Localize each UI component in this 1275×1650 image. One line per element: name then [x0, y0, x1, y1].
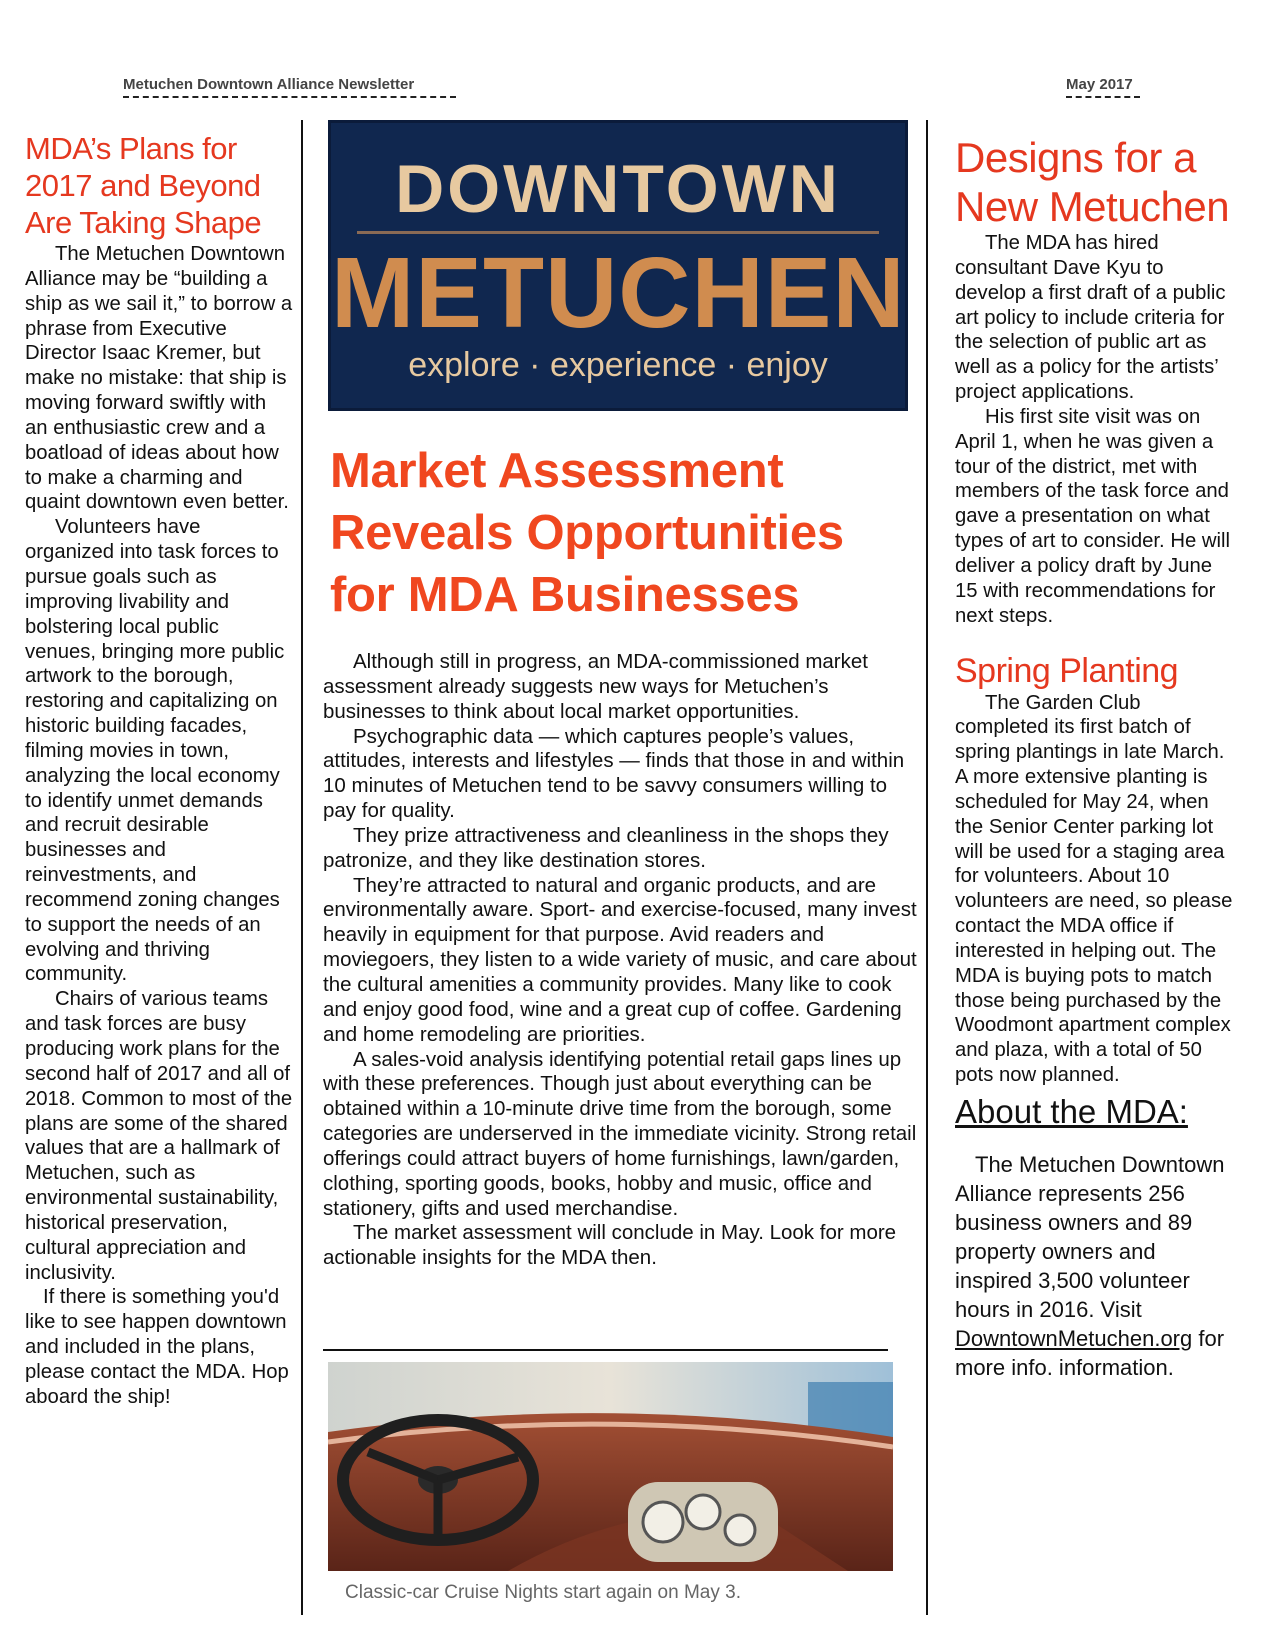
- logo-line-downtown: DOWNTOWN: [395, 151, 841, 227]
- logo-line-metuchen: METUCHEN: [331, 237, 906, 349]
- market-paragraph: They’re attracted to natural and organic products, and are environmentally aware. Sport- and exercise-focused, many invest heavily in equipment for that purpose. Avid readers and moviegoers, they listen to a wide variety of music, and care about the cultural amenities a community provides. Many like to cook and enjoy good food, wine and a great cup of coffee. Gardening and home remodeling are priorities.: [323, 873, 917, 1046]
- right-column: [955, 133, 1235, 1382]
- column-rule-left: [301, 120, 303, 1615]
- plans-paragraph: Volunteers have organized into task forces to pursue goals such as improving livability and bolstering local public venues, bringing more public artwork to the borough, restoring and capitalizing on historic building facades, filming movies in town, analyzing the local economy to identify unmet demands and recruit desirable businesses and reinvestments, and recommend zoning changes to support the needs of an evolving and thriving community.: [25, 516, 285, 986]
- plans-paragraph: If there is something you'd like to see happen downtown and included in the plans, please contact the MDA. Hop aboard the ship!: [25, 1286, 289, 1408]
- market-paragraph: Psychographic data — which captures people’s values, attitudes, interests and lifestyles — finds that those in and within 10 minutes of Metuchen tend to be savvy consumers willing to pay for quality.: [323, 724, 905, 823]
- spring-planting-paragraph: The Garden Club completed its first batch of spring plantings in late March. A more extensive planting is scheduled for May 24, when the Senior Center parking lot will be used for a staging area for volunteers. About 10 volunteers are need, so please contact the MDA office if interested in helping out. The MDA is buying pots to match those being purchased by the Woodmont apartment complex and plaza, with a total of 50 pots now planned.: [955, 691, 1233, 1087]
- column-rule-right: [926, 120, 928, 1615]
- designs-paragraph: His first site visit was on April 1, when he was given a tour of the district, met with members of the task force and gave a presentation on what types of art to consider. He will deliver a policy draft by June 15 with recommendations for next steps.: [955, 405, 1231, 627]
- market-paragraph: The market assessment will conclude in May. Look for more actionable insights for the MDA then.: [323, 1221, 897, 1270]
- market-paragraph: A sales-void analysis identifying potential retail gaps lines up with these preferences. Though just about everything can be obtained within a 10-minute drive time from the borough, some categories are underserved in the immediate vicinity. Strong retail offerings could attract buyers of home furnishings, lawn/garden, clothing, sporting goods, books, hobby and music, office and stationery, gifts and used merchandise.: [323, 1047, 917, 1220]
- photo-caption: Classic-car Cruise Nights start again on May 3.: [345, 1582, 741, 1603]
- left-column: [25, 130, 293, 1410]
- downtown-metuchen-logo: [328, 120, 908, 411]
- header-divider-right: [1066, 96, 1140, 98]
- newsletter-name: Metuchen Downtown Alliance Newsletter: [123, 76, 415, 93]
- about-mda-text: [955, 1150, 1235, 1382]
- about-mda-headline: About the MDA:: [955, 1093, 1188, 1130]
- about-mda-body: The Metuchen Downtown Alliance represents 256 business owners and 89 property owners and inspired 3,500 volunteer hours in 2016. Visit: [955, 1152, 1225, 1322]
- about-mda-closing: for more info. information.: [955, 1326, 1225, 1380]
- classic-car-photo: [328, 1362, 893, 1571]
- market-paragraph: They prize attractiveness and cleanliness in the shops they patronize, and they like destination stores.: [323, 823, 889, 872]
- logo-tagline: explore · experience · enjoy: [408, 346, 828, 384]
- newsletter-date: May 2017: [1066, 76, 1133, 93]
- downtown-metuchen-link[interactable]: DowntownMetuchen.org: [955, 1326, 1193, 1351]
- center-divider: [323, 1349, 888, 1351]
- plans-paragraph: Chairs of various teams and task forces are busy producing work plans for the second half of 2017 and all of 2018. Common to most of the plans are some of the shared values that are a hallmark of Metuchen, such as environmental sustainability, historical preservation, cultural appreciation and inclusivity.: [25, 988, 293, 1284]
- spring-planting-headline: Spring Planting: [955, 651, 1179, 690]
- designs-paragraph: The MDA has hired consultant Dave Kyu to develop a first draft of a public art policy to include criteria for the selection of public art as well as a policy for the artists’ project applications.: [955, 232, 1226, 404]
- designs-headline: Designs for a New Metuchen: [955, 134, 1230, 230]
- market-assessment-headline: Market Assessment Reveals Opportunities for MDA Businesses: [330, 444, 844, 622]
- header-divider-left: [123, 96, 456, 98]
- logo-divider: [357, 231, 879, 234]
- center-column: [323, 650, 923, 1271]
- plans-headline: MDA’s Plans for 2017 and Beyond Are Taking Shape: [25, 131, 262, 240]
- classic-car-illustration: [328, 1362, 893, 1571]
- plans-paragraph: The Metuchen Downtown Alliance may be “building a ship as we sail it,” to borrow a phrase from Executive Director Isaac Kremer, but make no mistake: that ship is moving forward swiftly with an enthusiastic crew and a boatload of ideas about how to make a charming and quaint downtown even better.: [25, 243, 293, 514]
- market-paragraph: Although still in progress, an MDA-commissioned market assessment already suggests new ways for Metuchen’s businesses to think about local market opportunities.: [323, 650, 868, 723]
